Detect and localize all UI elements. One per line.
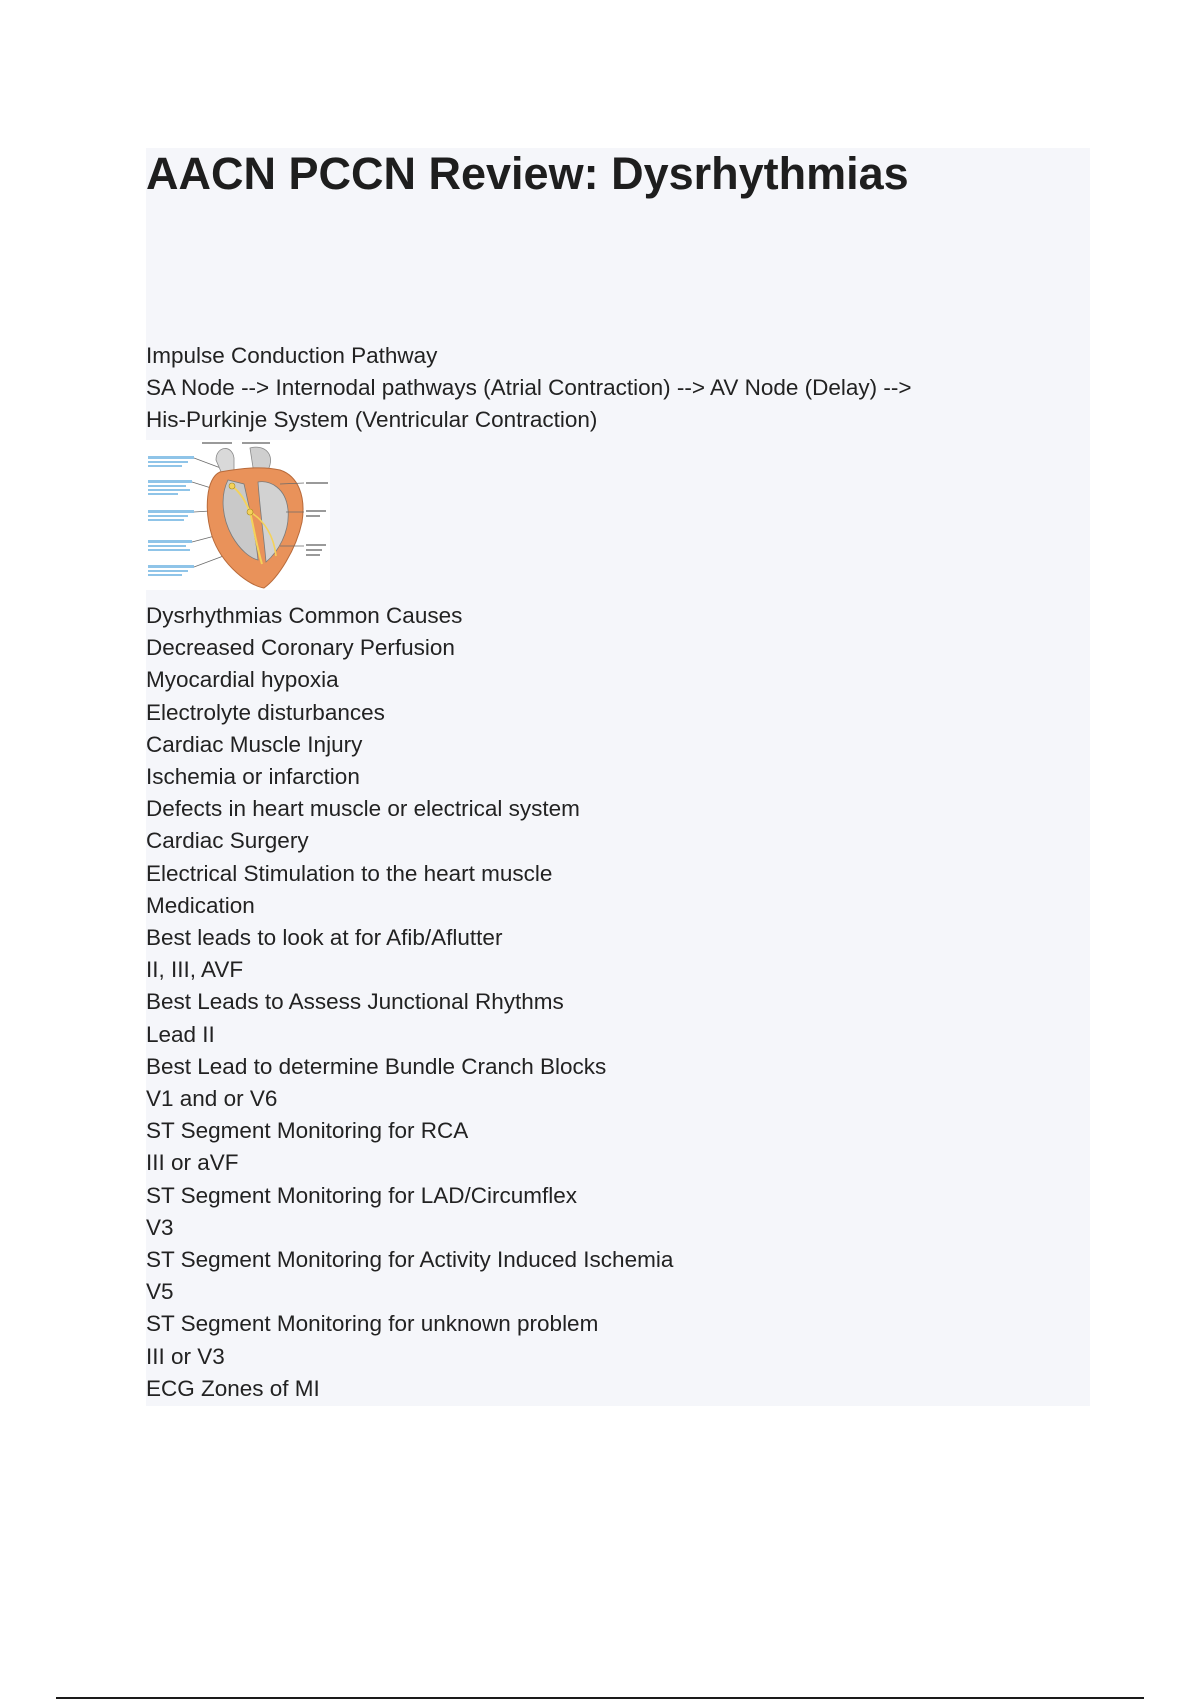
list-item: Ischemia or infarction — [146, 764, 360, 790]
intro-line: Impulse Conduction Pathway — [146, 343, 438, 368]
intro-line: SA Node --> Internodal pathways (Atrial Contraction) --> AV Node (Delay) --> — [146, 375, 912, 401]
list-item: Decreased Coronary Perfusion — [146, 635, 455, 661]
list-item: III or V3 — [146, 1343, 225, 1369]
list-item: Best Lead to determine Bundle Cranch Blocks — [146, 1053, 607, 1079]
list-item: Electrolyte disturbances — [146, 699, 385, 725]
list-item: Best leads to look at for Afib/Aflutter — [146, 925, 503, 951]
notes-list — [146, 600, 1046, 1405]
list-item: ST Segment Monitoring for Activity Induced Ischemia — [146, 1247, 674, 1273]
list-item: V5 — [146, 1279, 174, 1305]
intro-line: His-Purkinje System (Ventricular Contraction) — [146, 407, 598, 433]
list-item: ST Segment Monitoring for RCA — [146, 1118, 469, 1144]
heart-conduction-diagram-icon — [146, 440, 330, 590]
list-item: ST Segment Monitoring for unknown problem — [146, 1311, 599, 1337]
list-item: Lead II — [146, 1021, 215, 1047]
list-item: V1 and or V6 — [146, 1086, 278, 1112]
list-item: Defects in heart muscle or electrical system — [146, 796, 580, 822]
intro-section — [146, 340, 1046, 437]
document-title: AACN PCCN Review: Dysrhythmias — [146, 148, 909, 199]
list-item: Best Leads to Assess Junctional Rhythms — [146, 989, 564, 1015]
footer-divider — [56, 1697, 1144, 1699]
list-item: V3 — [146, 1214, 174, 1240]
list-item: III or aVF — [146, 1150, 239, 1176]
list-item: ST Segment Monitoring for LAD/Circumflex — [146, 1182, 577, 1208]
list-item: Electrical Stimulation to the heart muscle — [146, 860, 553, 886]
list-item: Dysrhythmias Common Causes — [146, 603, 463, 628]
list-item: ECG Zones of MI — [146, 1375, 320, 1401]
list-item: Medication — [146, 892, 255, 918]
list-item: Myocardial hypoxia — [146, 667, 339, 693]
list-item: Cardiac Surgery — [146, 828, 309, 854]
list-item: Cardiac Muscle Injury — [146, 731, 363, 757]
list-item: II, III, AVF — [146, 957, 244, 983]
